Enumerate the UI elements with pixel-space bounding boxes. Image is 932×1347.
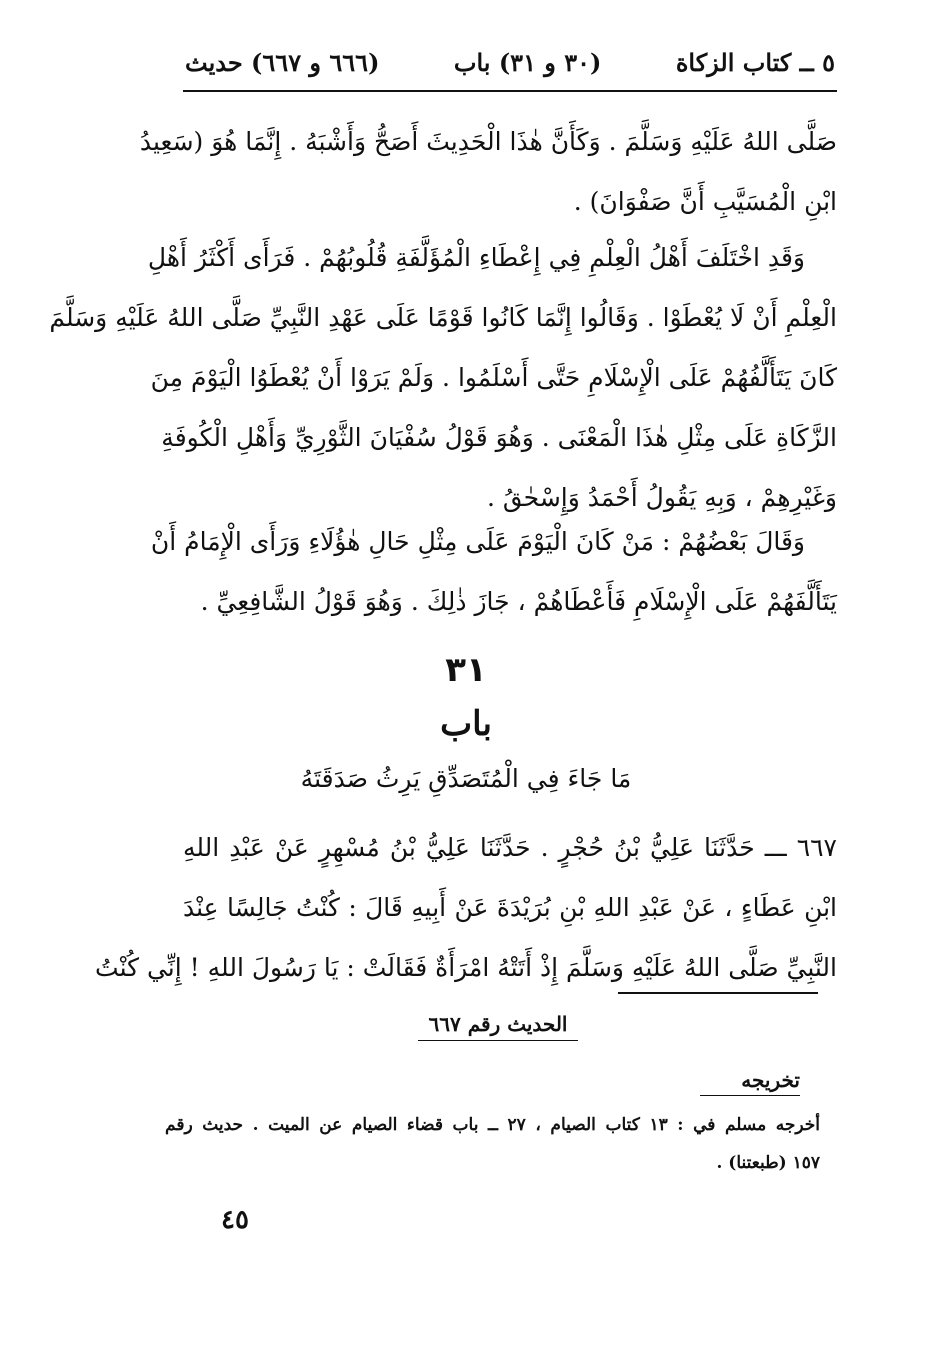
text-line: ٦٦٧ ـــ حَدَّثَنَا عَلِيُّ بْنُ حُجْرٍ . حَدَّثَنَا عَلِيُّ بْنُ مُسْهِرٍ عَنْ عَبْدِ اللهِ bbox=[183, 833, 837, 862]
text-line: النَّبِيِّ صَلَّى اللهُ عَلَيْهِ وَسَلَّمَ إِذْ أَتَتْهُ امْرَأَةٌ فَقَالَتْ : يَا رَسُولَ اللهِ ! إِنِّي كُنْتُ bbox=[95, 953, 837, 982]
text-line: ابْنِ عَطَاءٍ ، عَنْ عَبْدِ اللهِ بْنِ بُرَيْدَةَ عَنْ أَبِيهِ قَالَ : كُنْتُ جَالِسًا عِنْدَ bbox=[183, 893, 837, 922]
chapter-title: مَا جَاءَ فِي الْمُتَصَدِّقِ يَرِثُ صَدَقَتَهُ bbox=[300, 764, 632, 793]
text-line: صَلَّى اللهُ عَلَيْهِ وَسَلَّمَ . وَكَأَنَّ هٰذَا الْحَدِيثَ أَصَحُّ وَأَشْبَهُ . إِنَّمَا هُوَ (سَعِيدُ bbox=[139, 127, 837, 156]
text-line: وَقَدِ اخْتَلَفَ أَهْلُ الْعِلْمِ فِي إِعْطَاءِ الْمُؤَلَّفَةِ قُلُوبُهُمْ . فَرَأَى أَكْثَرُ أَهْلِ bbox=[147, 243, 805, 272]
paragraph-3 bbox=[150, 512, 837, 632]
text-line: الزَّكَاةِ عَلَى مِثْلِ هٰذَا الْمَعْنَى . وَهُوَ قَوْلُ سُفْيَانَ الثَّوْرِيِّ وَأَهْلِ الْكُوفَةِ bbox=[161, 423, 837, 452]
text-line: ابْنِ الْمُسَيَّبِ أَنَّ صَفْوَانَ) . bbox=[573, 187, 837, 216]
text-line: وَغَيْرِهِمْ ، وَبِهِ يَقُولُ أَحْمَدُ وَإِسْحٰقُ . bbox=[486, 483, 837, 512]
header-chapter-range: (٣٠ و ٣١) باب bbox=[453, 47, 602, 77]
text-line: يَتَأَلَّفَهُمْ عَلَى الْإِسْلَامِ فَأَعْطَاهُمْ ، جَازَ ذٰلِكَ . وَهُوَ قَوْلُ الشَّافِعِيِّ . bbox=[200, 587, 837, 616]
text-line: الْعِلْمِ أَنْ لَا يُعْطَوْا . وَقَالُوا إِنَّمَا كَانُوا قَوْمًا عَلَى عَهْدِ النَّبِيِّ صَلَّى اللهُ عَلَيْهِ وَسَلَّمَ bbox=[49, 303, 837, 332]
chapter-number: ٣١ bbox=[445, 650, 487, 690]
paragraph-1 bbox=[139, 112, 837, 232]
header-rule bbox=[183, 90, 837, 92]
header-hadith-range: (٦٦٦ و ٦٦٧) حديث bbox=[185, 47, 380, 77]
hadith-text bbox=[95, 818, 837, 998]
footnote-line: أخرجه مسلم في : ١٣ كتاب الصيام ، ٢٧ ــ باب قضاء الصيام عن الميت . حديث رقم bbox=[165, 1115, 820, 1135]
footnote-separator bbox=[618, 992, 818, 994]
text-line: وَقَالَ بَعْضُهُمْ : مَنْ كَانَ الْيَوْمَ عَلَى مِثْلِ حَالِ هٰؤُلَاءِ وَرَأَى الْإِمَامُ أَنْ bbox=[150, 527, 805, 556]
paragraph-2 bbox=[49, 228, 837, 528]
page-number: ٤٥ bbox=[221, 1205, 249, 1235]
header-book-title: ٥ ــ كتاب الزكاة bbox=[675, 47, 835, 77]
footnote-line: ١٥٧ (طبعتنا) . bbox=[716, 1153, 820, 1173]
running-header bbox=[185, 40, 835, 84]
footnote-text bbox=[165, 1106, 820, 1182]
chapter-word: باب bbox=[440, 704, 492, 744]
footnote-reference: الحديث رقم ٦٦٧ bbox=[418, 1012, 578, 1041]
takhrij-heading: تخريجه bbox=[700, 1068, 800, 1096]
text-line: كَانَ يَتَأَلَّفُهُمْ عَلَى الْإِسْلَامِ حَتَّى أَسْلَمُوا . وَلَمْ يَرَوْا أَنْ يُعْطَوُا الْيَوْمَ مِنَ bbox=[150, 363, 837, 392]
